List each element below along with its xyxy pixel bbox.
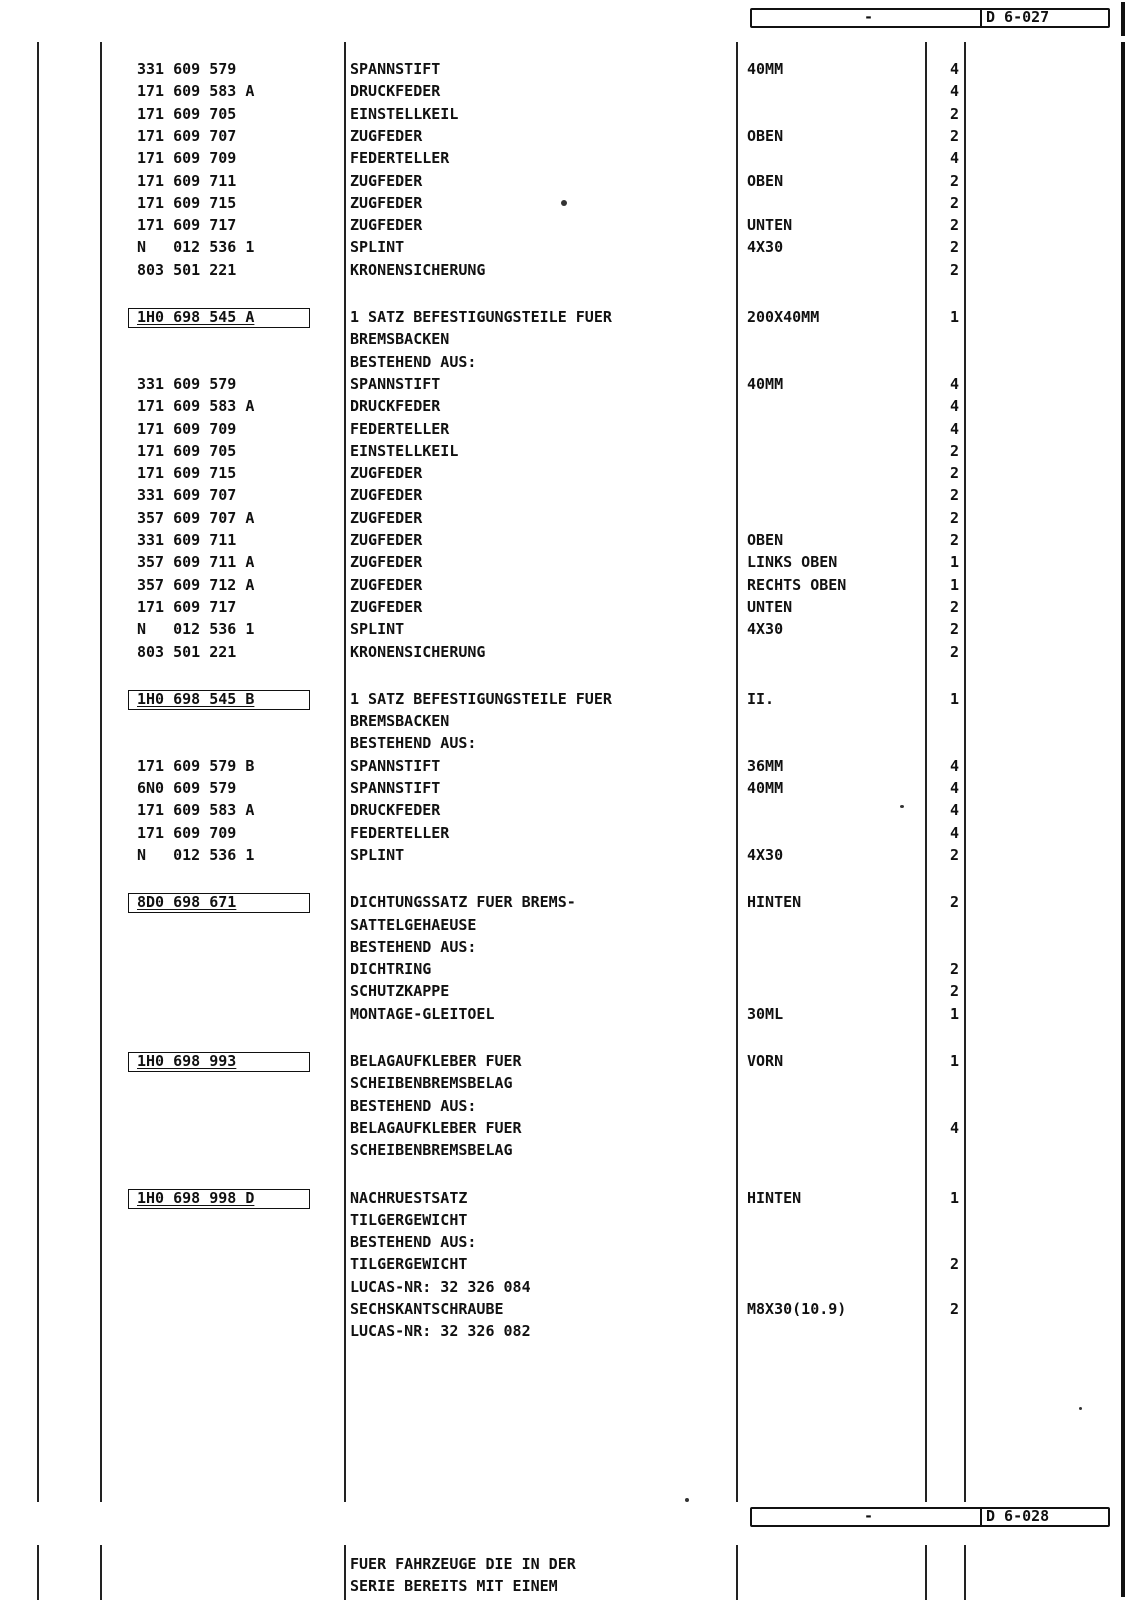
column-rule-1 (37, 42, 39, 1502)
part-number: 1H0 698 993 (137, 1052, 237, 1070)
quantity: 4 (950, 419, 960, 438)
quantity: 2 (950, 597, 960, 616)
remark: RECHTS OBEN (747, 575, 847, 594)
column-rule-6 (964, 1545, 966, 1600)
quantity: 2 (950, 508, 960, 527)
page-number: D 6-027 (986, 8, 1050, 26)
part-number: 171 609 717 (137, 597, 237, 616)
remark: 4X30 (747, 620, 784, 639)
quantity: 2 (950, 260, 960, 279)
quantity: 2 (950, 642, 960, 661)
quantity: 2 (950, 1300, 960, 1318)
part-number: 171 609 705 (137, 441, 237, 460)
part-number: 171 609 583 A (137, 82, 255, 101)
part-number: 171 609 579 B (137, 756, 255, 775)
description: SATTELGEHAEUSE (350, 915, 477, 934)
description: ZUGFEDER (350, 553, 423, 572)
quantity: 4 (950, 1118, 960, 1137)
part-number: 1H0 698 545 A (137, 308, 255, 326)
part-number: 171 609 709 (137, 149, 237, 168)
column-rule-3 (344, 42, 346, 1502)
column-rule-5 (925, 1545, 927, 1600)
description: SCHUTZKAPPE (350, 982, 450, 1001)
description: ZUGFEDER (350, 575, 423, 594)
quantity: 2 (950, 238, 960, 257)
part-number: 171 609 705 (137, 104, 237, 123)
part-number: N 012 536 1 (137, 238, 255, 257)
column-rule-5 (925, 42, 927, 1502)
description: LUCAS-NR: 32 326 082 (350, 1322, 531, 1341)
description: DRUCKFEDER (350, 82, 441, 101)
remark: 40MM (747, 779, 784, 797)
quantity: 4 (950, 779, 960, 797)
remark: 40MM (747, 60, 784, 78)
description: MONTAGE-GLEITOEL (350, 1004, 495, 1023)
description: FEDERTELLER (350, 149, 450, 168)
part-number: 171 609 717 (137, 216, 237, 235)
description: BESTEHEND AUS: (350, 937, 477, 956)
part-number: 357 609 712 A (137, 575, 255, 594)
description: SCHEIBENBREMSBELAG (350, 1141, 513, 1160)
remark: 4X30 (747, 845, 784, 864)
remark: OBEN (747, 171, 784, 190)
part-number: 171 609 583 A (137, 397, 255, 416)
kit-part-number-box (128, 1189, 310, 1209)
quantity: 1 (950, 553, 960, 572)
quantity: 2 (950, 104, 960, 123)
column-rule-2 (100, 42, 102, 1502)
remark: VORN (747, 1052, 784, 1070)
description: SCHEIBENBREMSBELAG (350, 1074, 513, 1093)
part-number: N 012 536 1 (137, 620, 255, 639)
description: BREMSBACKEN (350, 330, 450, 349)
description: BESTEHEND AUS: (350, 734, 477, 753)
remark: II. (747, 689, 775, 708)
description: FEDERTELLER (350, 419, 450, 438)
scan-speck (561, 200, 567, 206)
description: SPANNSTIFT (350, 779, 441, 797)
quantity: 2 (950, 982, 960, 1001)
quantity: 2 (950, 216, 960, 235)
description: ZUGFEDER (350, 531, 423, 549)
remark: LINKS OBEN (747, 553, 838, 572)
description: NACHRUESTSATZ (350, 1188, 468, 1207)
part-number: 331 609 711 (137, 531, 237, 549)
quantity: 4 (950, 397, 960, 416)
column-rule-1 (37, 1545, 39, 1600)
description: DRUCKFEDER (350, 397, 441, 416)
quantity: 4 (950, 756, 960, 775)
description: SPANNSTIFT (350, 374, 441, 393)
remark: 36MM (747, 756, 784, 775)
quantity: 4 (950, 801, 960, 820)
remark: UNTEN (747, 216, 793, 235)
page-reference-dash: - (864, 1507, 874, 1525)
quantity: 1 (950, 308, 960, 326)
description: BESTEHEND AUS: (350, 1096, 477, 1115)
description: DICHTUNGSSATZ FUER BREMS- (350, 893, 576, 912)
quantity: 2 (950, 960, 960, 979)
remark: HINTEN (747, 893, 802, 912)
scan-speck (1079, 1407, 1082, 1410)
description: SECHSKANTSCHRAUBE (350, 1300, 504, 1318)
quantity: 2 (950, 464, 960, 483)
part-number: 803 501 221 (137, 642, 237, 661)
remark: 40MM (747, 374, 784, 393)
part-number: 171 609 709 (137, 419, 237, 438)
description: BESTEHEND AUS: (350, 352, 477, 371)
description: 1 SATZ BEFESTIGUNGSTEILE FUER (350, 308, 612, 326)
next-page-line (0, 1575, 558, 1597)
description: LUCAS-NR: 32 326 084 (350, 1277, 531, 1296)
part-number: 171 609 709 (137, 823, 237, 842)
quantity: 4 (950, 60, 960, 78)
kit-part-number-box (128, 893, 310, 913)
quantity: 4 (950, 149, 960, 168)
description: BREMSBACKEN (350, 712, 450, 731)
description: TILGERGEWICHT (350, 1210, 468, 1229)
description: KRONENSICHERUNG (350, 642, 486, 661)
description: SPANNSTIFT (350, 60, 441, 78)
part-number: 8D0 698 671 (137, 893, 237, 912)
column-rule-2 (100, 1545, 102, 1600)
part-number: 171 609 707 (137, 126, 237, 145)
quantity: 1 (950, 689, 960, 708)
quantity: 2 (950, 171, 960, 190)
quantity: 2 (950, 531, 960, 549)
column-rule-6 (964, 42, 966, 1502)
description: EINSTELLKEIL (350, 441, 459, 460)
quantity: 2 (950, 193, 960, 212)
quantity: 2 (950, 893, 960, 912)
description: SPANNSTIFT (350, 756, 441, 775)
remark: OBEN (747, 126, 784, 145)
part-number: 803 501 221 (137, 260, 237, 279)
page-edge-mark (1121, 2, 1125, 36)
scan-speck (900, 805, 904, 808)
part-number: 1H0 698 545 B (137, 689, 255, 708)
quantity: 1 (950, 575, 960, 594)
description: DICHTRING (350, 960, 432, 979)
page-reference-top (750, 8, 1110, 28)
kit-part-number-box (128, 308, 310, 328)
quantity: 2 (950, 441, 960, 460)
part-number: 357 609 711 A (137, 553, 255, 572)
quantity: 1 (950, 1188, 960, 1207)
description: ZUGFEDER (350, 464, 423, 483)
kit-part-number-box (128, 1052, 310, 1072)
description: BELAGAUFKLEBER FUER (350, 1052, 522, 1070)
description: BESTEHEND AUS: (350, 1233, 477, 1252)
description: ZUGFEDER (350, 597, 423, 616)
remark: M8X30(10.9) (747, 1300, 847, 1318)
scan-speck (685, 1498, 689, 1502)
description: ZUGFEDER (350, 171, 423, 190)
quantity: 4 (950, 823, 960, 842)
part-number: N 012 536 1 (137, 845, 255, 864)
quantity: 4 (950, 82, 960, 101)
part-number: 171 609 715 (137, 193, 237, 212)
part-number: 1H0 698 998 D (137, 1188, 255, 1207)
column-rule-4 (736, 42, 738, 1502)
description: ZUGFEDER (350, 486, 423, 505)
part-number: 171 609 715 (137, 464, 237, 483)
description: BELAGAUFKLEBER FUER (350, 1118, 522, 1137)
remark: 200X40MM (747, 308, 820, 326)
remark: UNTEN (747, 597, 793, 616)
column-rule-4 (736, 1545, 738, 1600)
description: ZUGFEDER (350, 508, 423, 527)
description: KRONENSICHERUNG (350, 260, 486, 279)
remark: 4X30 (747, 238, 784, 257)
part-number: 331 609 707 (137, 486, 237, 505)
remark: OBEN (747, 531, 784, 549)
description: FUER FAHRZEUGE DIE IN DER (350, 1555, 576, 1573)
page-number: D 6-028 (986, 1507, 1050, 1525)
page-reference-dash: - (864, 8, 874, 26)
description: 1 SATZ BEFESTIGUNGSTEILE FUER (350, 689, 612, 708)
remark: HINTEN (747, 1188, 802, 1207)
description: SERIE BEREITS MIT EINEM (350, 1577, 558, 1595)
next-page-line (0, 1553, 576, 1575)
description: EINSTELLKEIL (350, 104, 459, 123)
description: FEDERTELLER (350, 823, 450, 842)
description: SPLINT (350, 845, 405, 864)
part-number: 6N0 609 579 (137, 779, 237, 797)
part-number: 331 609 579 (137, 60, 237, 78)
remark: 30ML (747, 1004, 784, 1023)
quantity: 1 (950, 1052, 960, 1070)
divider (980, 10, 982, 27)
description: SPLINT (350, 238, 405, 257)
column-rule-3 (344, 1545, 346, 1600)
description: ZUGFEDER (350, 193, 423, 212)
description: DRUCKFEDER (350, 801, 441, 820)
quantity: 2 (950, 126, 960, 145)
part-number: 331 609 579 (137, 374, 237, 393)
description: ZUGFEDER (350, 216, 423, 235)
quantity: 2 (950, 1255, 960, 1274)
description: ZUGFEDER (350, 126, 423, 145)
quantity: 1 (950, 1004, 960, 1023)
divider (980, 1509, 982, 1526)
part-number: 171 609 583 A (137, 801, 255, 820)
part-number: 171 609 711 (137, 171, 237, 190)
kit-part-number-box (128, 690, 310, 710)
quantity: 2 (950, 620, 960, 639)
quantity: 2 (950, 486, 960, 505)
quantity: 4 (950, 374, 960, 393)
part-number: 357 609 707 A (137, 508, 255, 527)
description: SPLINT (350, 620, 405, 639)
page-reference-bottom (750, 1507, 1110, 1527)
quantity: 2 (950, 845, 960, 864)
description: TILGERGEWICHT (350, 1255, 468, 1274)
page-edge-rule (1121, 42, 1125, 1597)
